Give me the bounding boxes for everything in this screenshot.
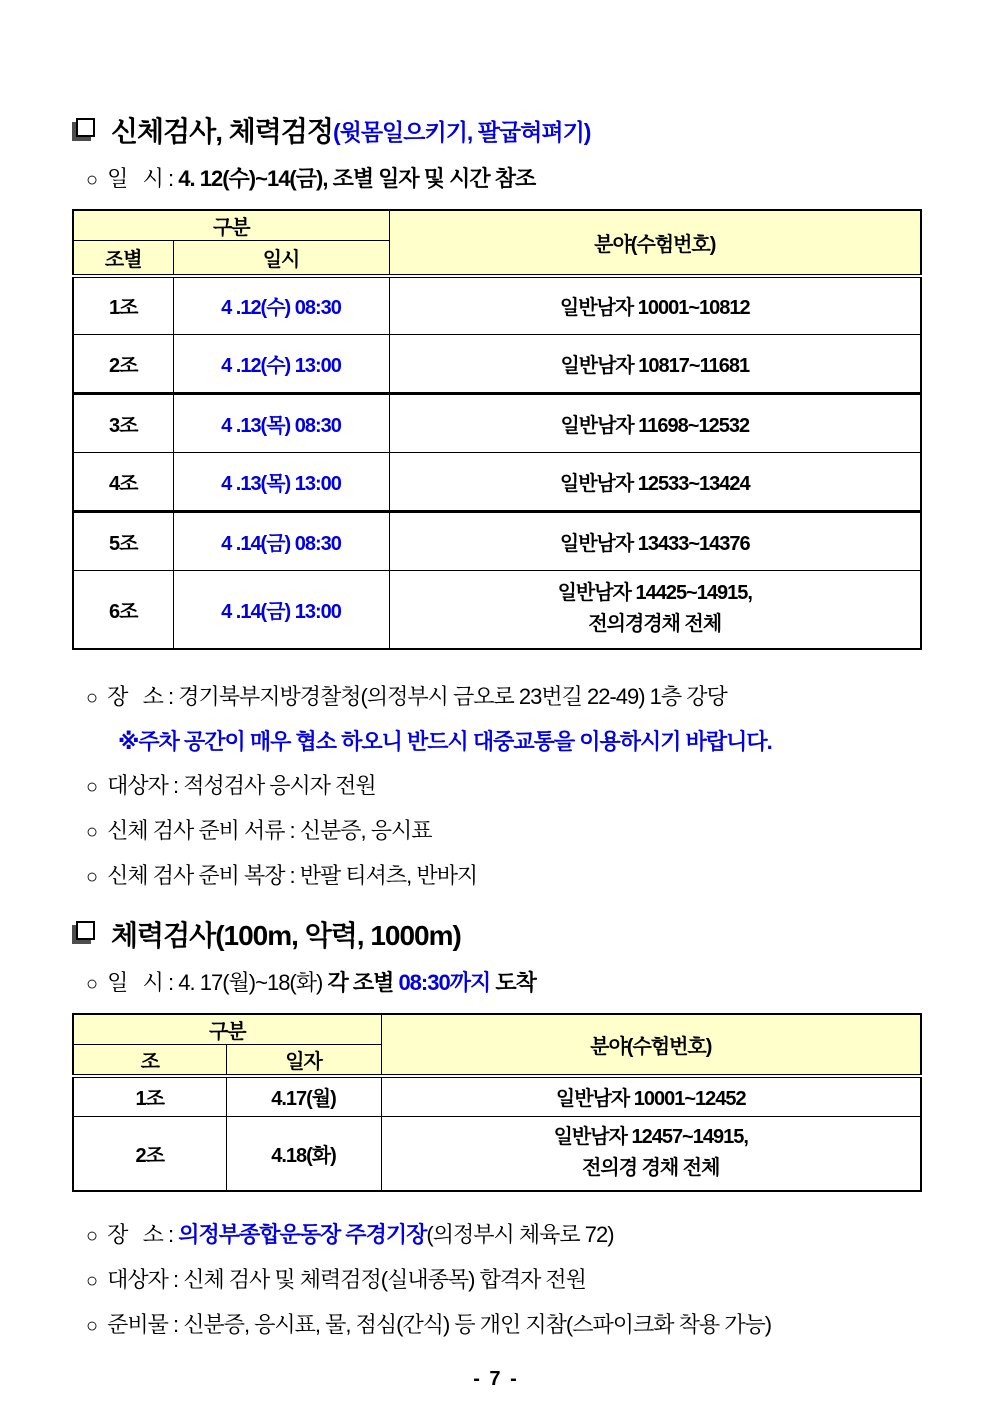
datetime-cell: 4 .13(목) 13:00 [173,453,389,512]
group-cell: 2조 [73,335,173,394]
date-cell: 4.18(화) [226,1117,381,1191]
schedule-label: 일 시 : [107,969,179,995]
bullet-icon: ○ [86,820,98,843]
schedule-suffix: 도착 [490,969,536,995]
field-line2: 전의경 경채 전체 [582,1157,720,1180]
table-row [73,1076,921,1117]
place-label: 장 소 : [107,683,179,709]
schedule-value: 4. 12(수)~14(금), 조별 일자 및 시간 참조 [178,166,536,191]
group-cell: 5조 [73,512,173,571]
section1-schedule-line [72,164,920,195]
section2-schedule-line [72,968,920,999]
table-row [73,394,921,453]
schedule-label: 일 시 : [107,166,179,191]
table2-header-field: 분야(수험번호) [381,1014,921,1076]
field-cell [389,571,921,649]
place-value-blue: 의정부종합운동장 주경기장 [178,1221,427,1247]
table-row [73,276,921,335]
datetime-cell: 4 .12(수) 08:30 [173,276,389,335]
table-row [73,453,921,512]
fitness-test-schedule-table [72,1013,922,1192]
place-value: 경기북부지방경찰청(의정부시 금오로 23번길 22-49) 1층 강당 [178,683,727,709]
physical-exam-schedule-table [72,209,922,650]
place-value-suffix: (의정부시 체육로 72) [426,1221,614,1247]
bullet-icon: ○ [86,686,98,709]
datetime-cell: 4 .12(수) 13:00 [173,335,389,394]
table-row [73,335,921,394]
section1-outfit-line [72,861,920,892]
place-label: 장 소 : [107,1221,179,1247]
table-row [73,512,921,571]
section2-supplies-line [72,1310,920,1341]
group-cell: 4조 [73,453,173,512]
table1-header-field: 분야(수험번호) [389,210,921,276]
field-cell: 일반남자 13433~14376 [389,512,921,571]
field-cell: 일반남자 10817~11681 [389,335,921,394]
target-label: 대상자 : [107,772,184,798]
table1-header-group: 구분 [73,210,389,241]
field-cell: 일반남자 11698~12532 [389,394,921,453]
outfit-value: 반팔 티셔츠, 반바지 [299,862,478,888]
section-square-icon [76,921,95,940]
bullet-icon: ○ [86,1224,98,1247]
section1-title: 신체검사, 체력검정 [111,116,333,147]
table2-header-col-group: 조 [73,1044,226,1076]
date-cell: 4.17(월) [226,1076,381,1117]
parking-note: ※주차 공간이 매우 협소 하오니 반드시 대중교통을 이용하시기 바랍니다. [118,728,772,754]
section2-target-line [72,1265,920,1296]
group-cell: 2조 [73,1117,226,1191]
field-cell: 일반남자 12533~13424 [389,453,921,512]
datetime-cell: 4 .14(금) 13:00 [173,571,389,649]
bullet-icon: ○ [86,972,98,995]
group-cell: 1조 [73,276,173,335]
field-cell: 일반남자 10001~10812 [389,276,921,335]
bullet-icon: ○ [86,169,98,191]
section-square-icon [76,118,95,137]
field-line2: 전의경경채 전체 [588,613,722,636]
target-value: 신체 검사 및 체력검정(실내종목) 합격자 전원 [183,1266,586,1292]
bullet-icon: ○ [86,1269,98,1292]
target-value: 적성검사 응시자 전원 [183,772,376,798]
field-line1: 일반남자 14425~14915, [557,582,752,605]
section2-heading [72,914,920,954]
schedule-deadline: 08:30까지 [398,969,491,995]
field-line1: 일반남자 12457~14915, [553,1126,748,1149]
section2-place-line [72,1220,920,1251]
group-cell: 3조 [73,394,173,453]
supplies-value: 신분증, 응시표, 물, 점심(간식) 등 개인 지참(스파이크화 착용 가능) [183,1311,772,1337]
docs-value: 신분증, 응시표 [299,817,432,843]
group-cell: 6조 [73,571,173,649]
table-row [73,1117,921,1191]
outfit-label: 신체 검사 준비 복장 : [107,862,300,888]
schedule-dates: 4. 17(월)~18(화) [178,969,328,995]
table1-header-col-datetime: 일시 [173,241,389,276]
supplies-label: 준비물 : [107,1311,184,1337]
page-number: - 7 - [473,1368,519,1390]
field-cell: 일반남자 10001~12452 [381,1076,921,1117]
bullet-icon: ○ [86,1314,98,1337]
target-label: 대상자 : [107,1266,184,1292]
field-cell [381,1117,921,1191]
section1-place-line [72,682,920,713]
schedule-groups: 각 조별 [327,969,399,995]
section1-target-line [72,771,920,802]
datetime-cell: 4 .13(목) 08:30 [173,394,389,453]
table-row [73,571,921,649]
section1-subtitle: (윗몸일으키기, 팔굽혀펴기) [332,118,591,145]
table1-header-col-group: 조별 [73,241,173,276]
datetime-cell: 4 .14(금) 08:30 [173,512,389,571]
section1-docs-line [72,816,920,847]
table2-header-col-date: 일자 [226,1044,381,1076]
docs-label: 신체 검사 준비 서류 : [107,817,300,843]
section2-title: 체력검사(100m, 악력, 1000m) [111,919,461,951]
section1-heading [72,110,920,150]
bullet-icon: ○ [86,865,98,888]
bullet-icon: ○ [86,775,98,798]
group-cell: 1조 [73,1076,226,1117]
table2-header-group: 구분 [73,1014,381,1045]
